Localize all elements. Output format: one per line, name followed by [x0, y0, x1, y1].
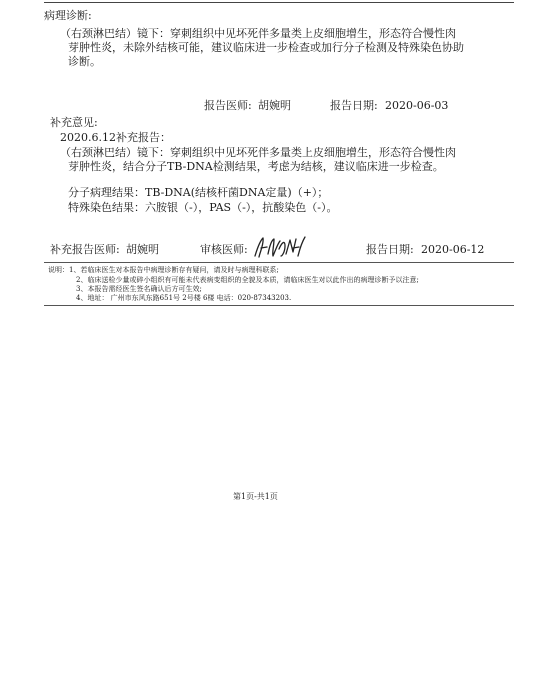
- reviewer-signature: [252, 234, 308, 260]
- supplement-date: 2020-06-12: [421, 243, 485, 256]
- report-date: 2020-06-03: [385, 99, 449, 112]
- reviewer-label: 审核医师:: [200, 243, 248, 256]
- supplement-line-2: 芽肿性炎，结合分子TB-DNA检测结果，考虑为结核，建议临床进一步检查。: [68, 160, 444, 173]
- molecular-result: 分子病理结果：TB-DNA(结核杆菌DNA定量)（+）；: [68, 186, 329, 199]
- supplement-heading: 补充意见:: [50, 116, 98, 129]
- supplement-doctor-label: 补充报告医师:: [50, 243, 120, 256]
- notes-top-divider: [44, 262, 514, 263]
- diagnosis-heading: 病理诊断:: [44, 9, 92, 22]
- diagnosis-line-3: 诊断。: [68, 55, 101, 68]
- special-stain-result: 特殊染色结果：六胺银（-），PAS（-），抗酸染色（-）。: [68, 201, 338, 214]
- note-line-2: 2、临床送检少量或碎小组织有可能未代表病变组织的全貌及本质，请临床医生对以此作出的病理诊断予以注意;: [76, 276, 419, 284]
- note-line-4: 4、地址： 广州市东风东路651号 2号楼 6楼 电话：020-87343203.: [76, 294, 292, 302]
- note-line-1: 说明：1、若临床医生对本报告中病理诊断存有疑问，请及时与病理科联系;: [48, 266, 279, 274]
- supplement-line-1: （右颈淋巴结）镜下：穿刺组织中见坏死伴多量类上皮细胞增生，形态符合慢性肉: [60, 146, 456, 159]
- report-date-label: 报告日期:: [330, 99, 378, 112]
- report-doctor-name: 胡婉明: [258, 99, 291, 112]
- supplement-date-label: 报告日期:: [366, 243, 414, 256]
- notes-bottom-divider: [44, 305, 514, 306]
- report-doctor-label: 报告医师:: [204, 99, 252, 112]
- supplement-subheading: 2020.6.12补充报告：: [60, 131, 171, 144]
- top-divider: [44, 2, 514, 3]
- note-line-3: 3、本报告需经医生签名确认后方可生效;: [76, 285, 202, 293]
- page-number: 第1页-共1页: [233, 492, 278, 501]
- supplement-doctor-name: 胡婉明: [126, 243, 159, 256]
- diagnosis-line-2: 芽肿性炎，未除外结核可能，建议临床进一步检查或加行分子检测及特殊染色协助: [68, 41, 464, 54]
- diagnosis-line-1: （右颈淋巴结）镜下：穿刺组织中见坏死伴多量类上皮细胞增生，形态符合慢性肉: [60, 27, 456, 40]
